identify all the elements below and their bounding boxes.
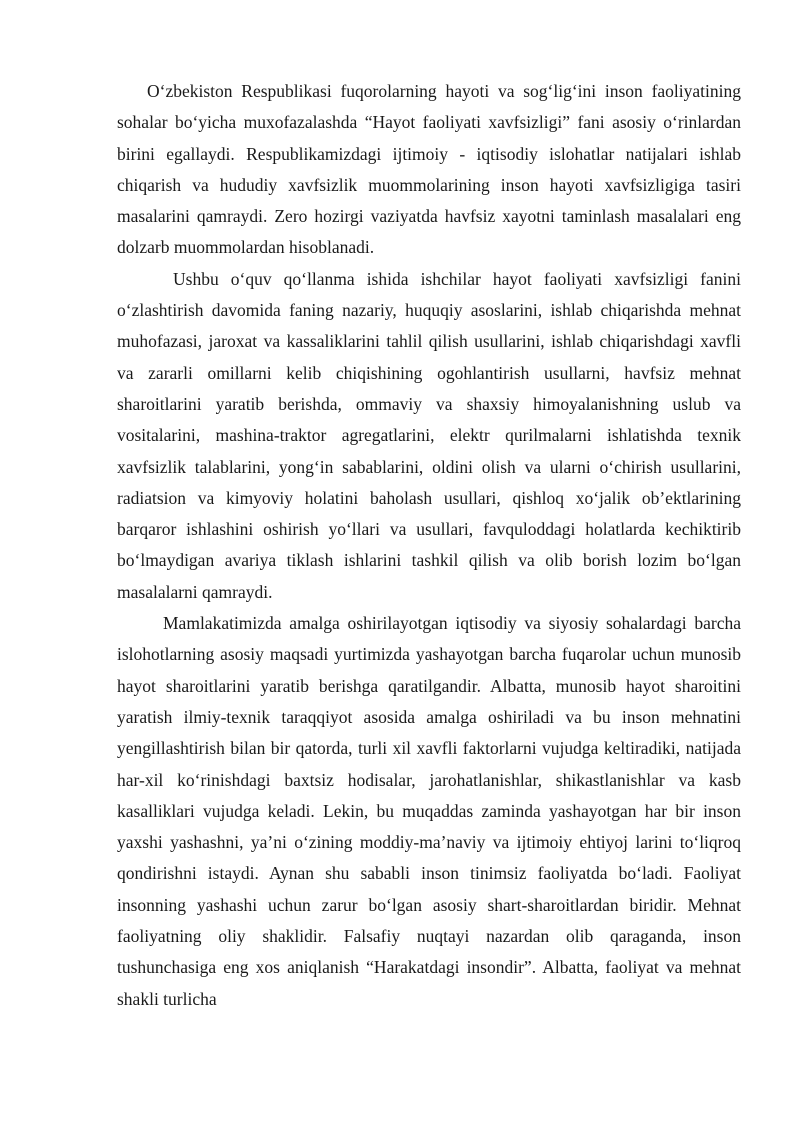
paragraph-3: Mamlakatimizda amalga oshirilayotgan iqtisodiy va siyosiy sohalardagi barcha islohotlarning asosiy maqsadi yurtimizda yashayotgan barcha fuqarolar uchun munosib hayot sharoitlarini yaratib berishga qaratilgandir. Albatta, munosib hayot sharoitini yaratish ilmiy-texnik taraqqiyot asosida amalga oshiriladi va bu inson mehnatini yengillashtirish bilan bir qatorda, turli xil xavfli faktorlarni vujudga keltiradiki, natijada har-xil ko‘rinishdagi baxtsiz hodisalar, jarohatlanishlar, shikastlanishlar va kasb kasalliklari vujudga keladi. Lekin, bu muqaddas zaminda yashayotgan har bir inson yaxshi yashashni, ya’ni o‘zining moddiy-ma’naviy va ijtimoiy ehtiyoj larini to‘liqroq qondirishni istaydi. Aynan shu sababli inson tinimsiz faoliyatda bo‘ladi. Faoliyat insonning yashashi uchun zarur bo‘lgan asosiy shart-sharoitlardan biridir. Mehnat faoliyatning oliy shaklidir. Falsafiy nuqtayi nazardan olib qaraganda, inson tushunchasiga eng xos aniqlanish “Harakatdagi insondir”. Albatta, faoliyat va mehnat shakli turlicha <box>117 613 741 1009</box>
body-text <box>117 76 741 1015</box>
paragraph-2: Ushbu o‘quv qo‘llanma ishida ishchilar hayot faoliyati xavfsizligi fanini o‘zlashtirish davomida faning nazariy, huquqiy asoslarini, ishlab chiqarishda mehnat muhofazasi, jaroxat va kassaliklarini tahlil qilish usullarini, ishlab chiqarishdagi xavfli va zararli omillarni kelib chiqishining ogohlantirish usullarni, havfsiz mehnat sharoitlarini yaratib berishda, ommaviy va shaxsiy himoyalanishning uslub va vositalarini, mashina-traktor agregatlarini, elektr qurilmalarni ishlatishda texnik xavfsizlik talablarini, yong‘in sabablarini, oldini olish va ularni o‘chirish usullarini, radiatsion va kimyoviy holatini baholash usullari, qishloq xo‘jalik ob’ektlarining barqaror ishlashini oshirish yo‘llari va usullari, favquloddagi holatlarda kechiktirib bo‘lmaydigan avariya tiklash ishlarini tashkil qilish va olib borish lozim bo‘lgan masalalarni qamraydi. <box>117 268 741 602</box>
paragraph-1: O‘zbekiston Respublikasi fuqorolarning hayoti va sog‘lig‘ini inson faoliyatining sohalar bo‘yicha muxofazalashda “Hayot faoliyati xavfsizligi” fani asosiy o‘rinlardan birini egallaydi. Respublikamizdagi ijtimoiy - iqtisodiy islohatlar natijalari ishlab chiqarish va hududiy xavfsizlik muommolarining inson hayoti xavfsizligiga tasiri masalarini qamraydi. Zero hozirgi vaziyatda havfsiz xayotni taminlash masalalari eng dolzarb muommolardan hisoblanadi. <box>117 81 741 258</box>
